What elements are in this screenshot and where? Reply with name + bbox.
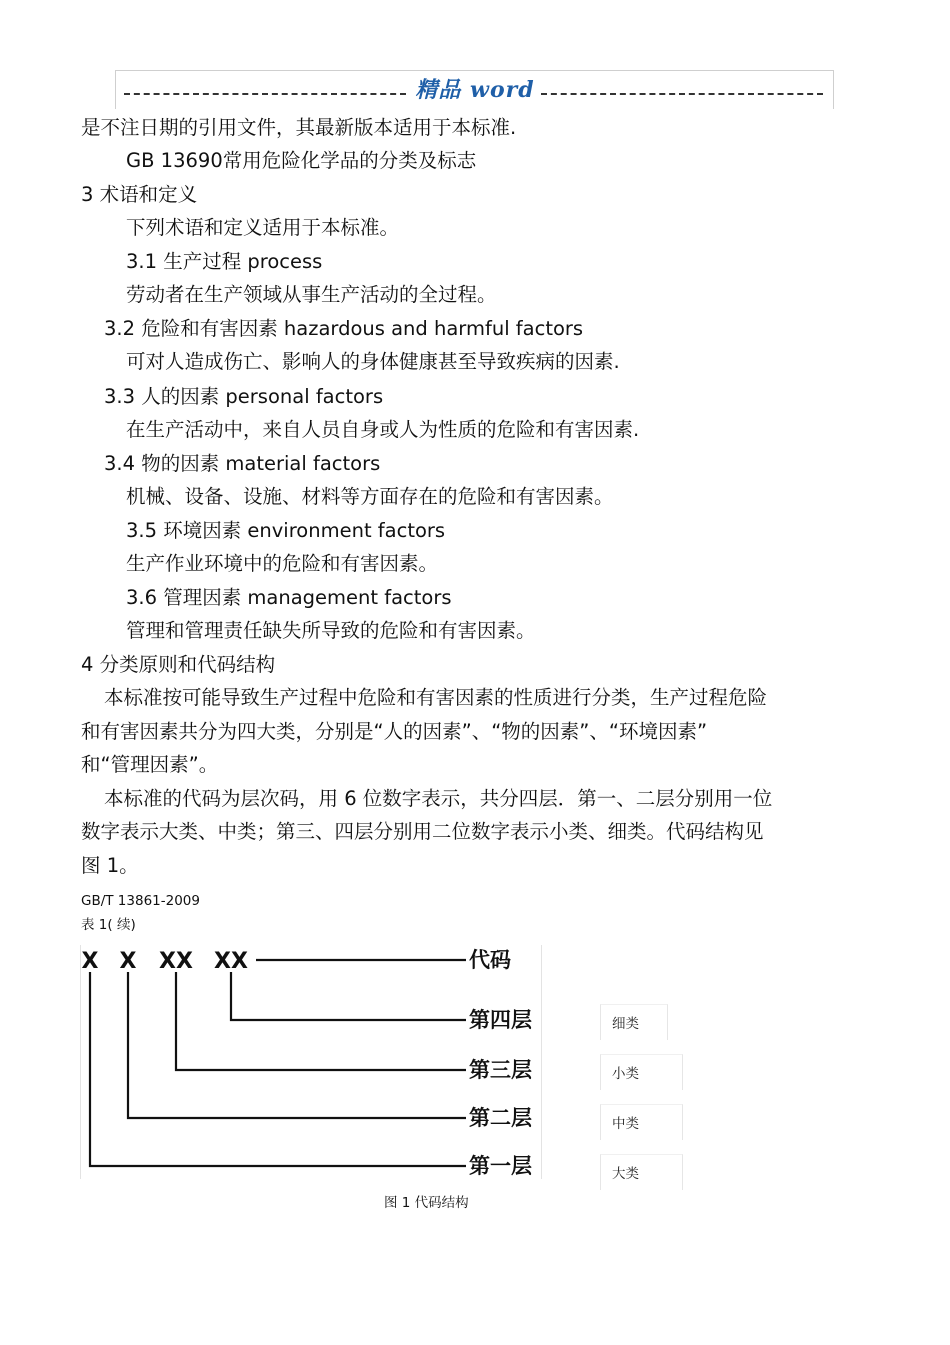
term-3-5: 3.5 环境因素 environment factors <box>126 519 446 542</box>
figure-caption: 图 1 代码结构 <box>384 1195 469 1211</box>
header-banner <box>115 70 834 109</box>
text-line: 是不注日期的引用文件，其最新版本适用于本标准. <box>81 116 517 139</box>
paragraph-line: 图 1。 <box>81 854 139 877</box>
section-heading-3: 3 术语和定义 <box>81 183 198 206</box>
term-3-6: 3.6 管理因素 management factors <box>126 586 452 609</box>
paragraph-line: 数字表示大类、中类；第三、四层分别用二位数字表示小类、细类。代码结构见 <box>81 820 764 843</box>
header-dash-left <box>124 93 406 95</box>
section-heading-4: 4 分类原则和代码结构 <box>81 653 276 676</box>
paragraph-line: 本标准的代码为层次码，用 6 位数字表示，共分四层．第一、二层分别用一位 <box>104 787 773 810</box>
header-dash-right <box>541 93 823 95</box>
definition-3-2: 可对人造成伤亡、影响人的身体健康甚至导致疾病的因素. <box>126 350 620 373</box>
side-label-text: 细类 <box>612 1016 639 1032</box>
definition-3-5: 生产作业环境中的危险和有害因素。 <box>126 552 439 575</box>
paragraph-line: 和“管理因素”。 <box>81 753 219 776</box>
code-structure-figure <box>80 945 542 1179</box>
label-layer-2: 第二层 <box>469 1106 532 1130</box>
text-line: 下列术语和定义适用于本标准。 <box>126 216 400 239</box>
code-mark-3: XX <box>159 949 193 974</box>
label-layer-1: 第一层 <box>469 1154 532 1178</box>
code-mark-1: X <box>81 949 99 974</box>
side-label-text: 中类 <box>612 1116 639 1132</box>
term-3-2: 3.2 危险和有害因素 hazardous and harmful factors <box>104 317 584 340</box>
side-label-dalei <box>600 1154 683 1190</box>
standard-code: GB/T 13861-2009 <box>81 893 200 909</box>
code-structure-diagram <box>81 945 541 1179</box>
definition-3-1: 劳动者在生产领域从事生产活动的全过程。 <box>126 283 497 306</box>
side-label-xiaolei <box>600 1054 683 1090</box>
paragraph-line: 和有害因素共分为四大类，分别是“人的因素”、“物的因素”、“环境因素” <box>81 720 708 743</box>
table-note: 表 1( 续) <box>81 917 136 933</box>
side-label-zhonglei <box>600 1104 683 1140</box>
header-logo: 精品 word <box>415 77 535 103</box>
definition-3-3: 在生产活动中，来自人员自身或人为性质的危险和有害因素. <box>126 418 640 441</box>
label-code: 代码 <box>469 948 511 972</box>
term-3-1: 3.1 生产过程 process <box>126 250 323 273</box>
reference-line: GB 13690常用危险化学品的分类及标志 <box>126 149 477 172</box>
paragraph-line: 本标准按可能导致生产过程中危险和有害因素的性质进行分类，生产过程危险 <box>104 686 768 709</box>
definition-3-6: 管理和管理责任缺失所导致的危险和有害因素。 <box>126 619 536 642</box>
side-label-xilei <box>600 1004 668 1040</box>
label-layer-4: 第四层 <box>469 1008 532 1032</box>
label-layer-3: 第三层 <box>469 1058 532 1082</box>
code-mark-2: X <box>119 949 137 974</box>
side-label-text: 大类 <box>612 1166 639 1182</box>
side-label-text: 小类 <box>612 1066 639 1082</box>
term-3-3: 3.3 人的因素 personal factors <box>104 385 384 408</box>
definition-3-4: 机械、设备、设施、材料等方面存在的危险和有害因素。 <box>126 485 614 508</box>
connector-lines <box>90 960 466 1166</box>
term-3-4: 3.4 物的因素 material factors <box>104 452 381 475</box>
code-mark-4: XX <box>214 949 248 974</box>
